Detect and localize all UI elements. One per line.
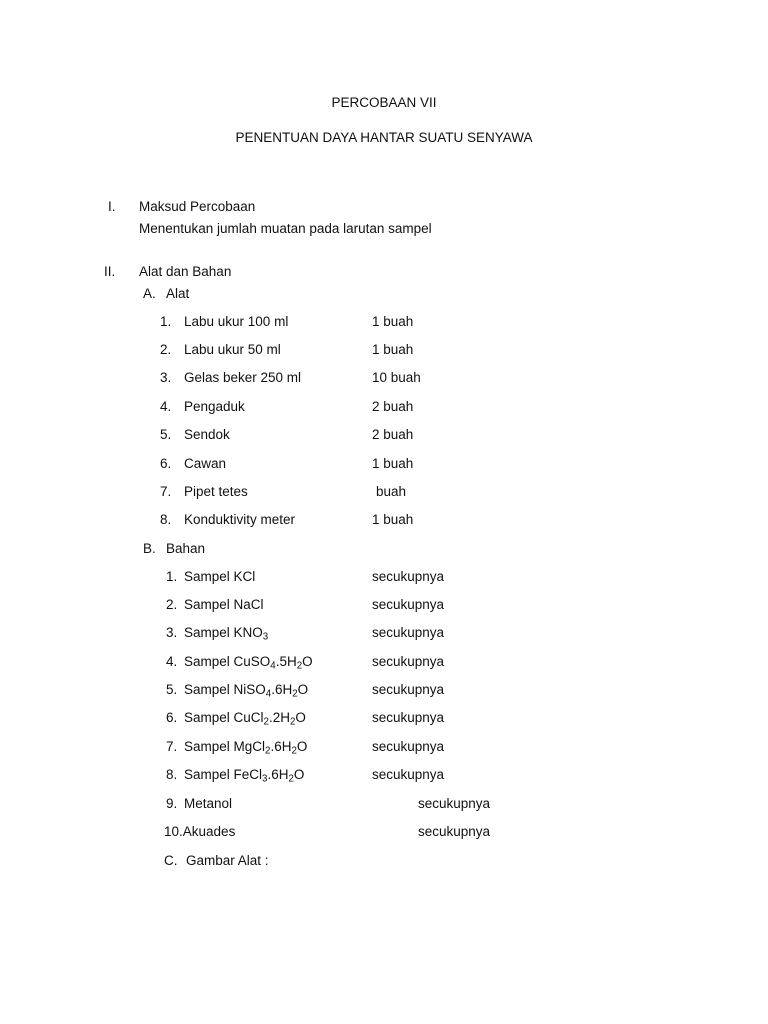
item-quantity: 1 buah: [372, 342, 414, 357]
item-name: Konduktivity meter: [184, 512, 296, 527]
item-number: 8.: [160, 512, 172, 527]
item-number: 7.: [166, 739, 178, 754]
item-quantity: secukupnya: [372, 767, 445, 782]
item-name: Sampel NaCl: [184, 597, 264, 612]
item-name: Sendok: [184, 427, 230, 442]
item-name: Labu ukur 50 ml: [184, 342, 281, 357]
item-quantity: secukupnya: [372, 625, 445, 640]
section-2-numeral: II.: [104, 264, 116, 279]
section-1-numeral: I.: [108, 199, 116, 214]
item-number: 6.: [160, 456, 172, 471]
item-name: Labu ukur 100 ml: [184, 314, 289, 329]
item-quantity: secukupnya: [372, 739, 445, 754]
bahan-label: B.: [143, 541, 156, 556]
item-name: Pipet tetes: [184, 484, 248, 499]
item-number: 8.: [166, 767, 178, 782]
item-name: Sampel $MgCl_2.6H_2O$: [184, 739, 308, 757]
item-quantity: 2 buah: [372, 427, 414, 442]
section-1-heading: Maksud Percobaan: [139, 199, 256, 214]
item-quantity: secukupnya: [372, 597, 445, 612]
item-number: 3.: [166, 625, 178, 640]
item-name: Gelas beker 250 ml: [184, 370, 302, 385]
item-name: Sampel $FeCl_3.6H_2O$: [184, 767, 305, 785]
bahan-title: Bahan: [166, 541, 206, 556]
item-quantity: secukupnya: [372, 569, 445, 584]
item-name: Sampel $KNO_3$: [184, 625, 269, 643]
item-name: Sampel $CuCl_2.2H_2O$: [184, 710, 306, 728]
item-number: 1.: [166, 569, 178, 584]
item-quantity: buah: [376, 484, 407, 499]
item-quantity: 2 buah: [372, 399, 414, 414]
item-number: 2.: [166, 597, 178, 612]
alat-label: A.: [143, 286, 156, 301]
item-name: Metanol: [184, 796, 233, 811]
section-1-text: Menentukan jumlah muatan pada larutan sampel: [139, 221, 432, 236]
section-2-heading: Alat dan Bahan: [139, 264, 232, 279]
item-number: 9.: [166, 796, 178, 811]
item-number: 4.: [166, 654, 178, 669]
item-number: 3.: [160, 370, 172, 385]
item-number: 2.: [160, 342, 172, 357]
item-quantity: 1 buah: [372, 512, 414, 527]
page-title: PERCOBAAN VII: [331, 95, 437, 110]
item-name: Cawan: [184, 456, 227, 471]
item-name: Sampel KCl: [184, 569, 256, 584]
item-number: 1.: [160, 314, 172, 329]
item-quantity: secukupnya: [372, 682, 445, 697]
item-quantity: 10 buah: [372, 370, 421, 385]
item-number: 4.: [160, 399, 172, 414]
page-subtitle: PENENTUAN DAYA HANTAR SUATU SENYAWA: [235, 130, 533, 145]
item-number: 5.: [160, 427, 172, 442]
item-quantity: secukupnya: [418, 824, 491, 839]
item-name: Pengaduk: [184, 399, 245, 414]
item-number: 5.: [166, 682, 178, 697]
item-quantity: secukupnya: [372, 710, 445, 725]
gambar-label: C.: [164, 853, 178, 868]
item-name: Sampel $NiSO_4.6H_2O$: [184, 682, 309, 700]
item-number: 7.: [160, 484, 172, 499]
alat-title: Alat: [166, 286, 190, 301]
item-quantity: 1 buah: [372, 314, 414, 329]
item-quantity: secukupnya: [418, 796, 491, 811]
gambar-title: Gambar Alat :: [186, 853, 269, 868]
item-quantity: secukupnya: [372, 654, 445, 669]
item-name: Sampel $CuSO_4.5H_2O$: [184, 654, 313, 672]
item-quantity: 1 buah: [372, 456, 414, 471]
item-number: 6.: [166, 710, 178, 725]
item-number-and-name: 10.Akuades: [164, 824, 236, 839]
